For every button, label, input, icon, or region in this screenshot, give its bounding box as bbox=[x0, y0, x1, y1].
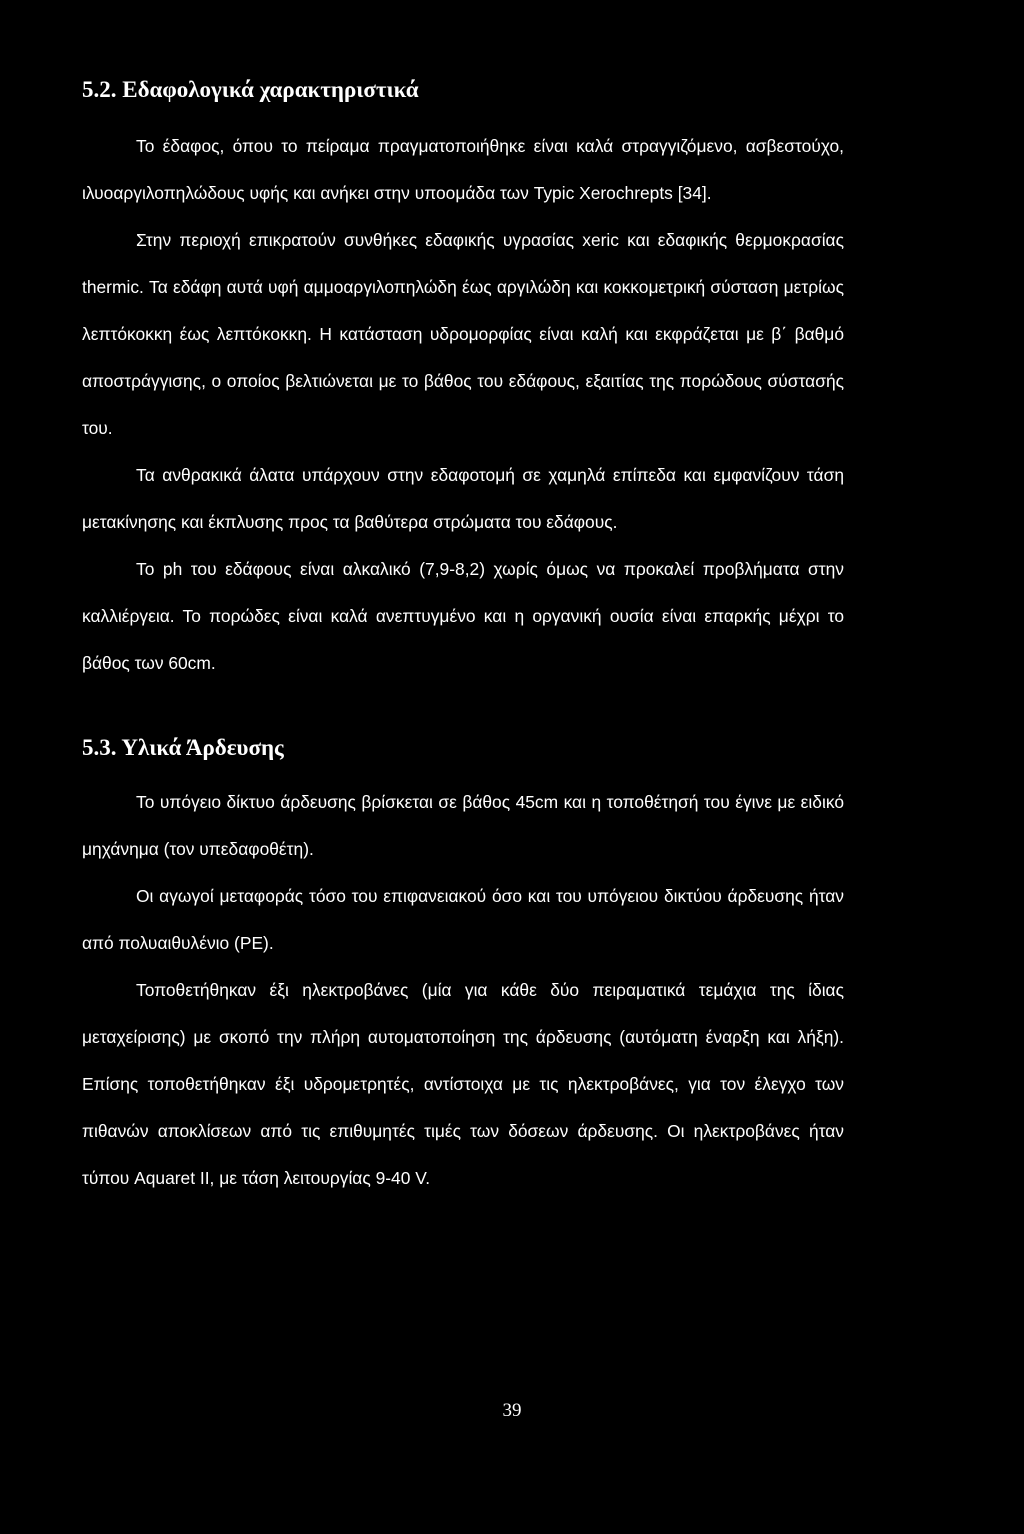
paragraph-soil-type: Το έδαφος, όπου το πείραμα πραγματοποιήθηκε είναι καλά στραγγιζόμενο, ασβεστούχο, ιλυοαργιλοπηλώδους υφής και ανήκει στην υποομάδα των Typic Xerochrepts [34]. bbox=[82, 136, 844, 203]
paragraph-pipes-material: Οι αγωγοί μεταφοράς τόσο του επιφανειακού όσο και του υπόγειου δικτύου άρδευσης ήταν από πολυαιθυλένιο (PE). bbox=[82, 886, 844, 953]
paragraph-soil-ph: Το ph του εδάφους είναι αλκαλικό (7,9-8,2) χωρίς όμως να προκαλεί προβλήματα στην καλλιέργεια. Το πορώδες είναι καλά ανεπτυγμένο και η οργανική ουσία είναι επαρκής μέχρι το βάθος των 60cm. bbox=[82, 559, 844, 673]
paragraph-underground-network: Το υπόγειο δίκτυο άρδευσης βρίσκεται σε βάθος 45cm και η τοποθέτησή του έγινε με ειδικό μηχάνημα (τον υπεδαφοθέτη). bbox=[82, 792, 844, 859]
document-page bbox=[82, 72, 844, 1202]
paragraph-soil-conditions: Στην περιοχή επικρατούν συνθήκες εδαφικής υγρασίας xeric και εδαφικής θερμοκρασίας thermic. Τα εδάφη αυτά υφή αμμοαργιλοπηλώδη έως αργιλώδη και κοκκομετρική σύσταση μετρίως λεπτόκοκκη έως λεπτόκοκκη. Η κατάσταση υδρομορφίας είναι καλή και εκφράζεται με β΄ βαθμό αποστράγγισης, ο οποίος βελτιώνεται με το βάθος του εδάφους, εξαιτίας της πορώδους σύστασής του. bbox=[82, 230, 844, 438]
paragraph-solenoid-valves: Τοποθετήθηκαν έξι ηλεκτροβάνες (μία για κάθε δύο πειραματικά τεμάχια της ίδιας μεταχείρισης) με σκοπό την πλήρη αυτοματοποίηση της άρδευσης (αυτόματη έναρξη και λήξη). Επίσης τοποθετήθηκαν έξι υδρομετρητές, αντίστοιχα με τις ηλεκτροβάνες, για τον έλεγχο των πιθανών αποκλίσεων από τις επιθυμητές τιμές των δόσεων άρδευσης. Οι ηλεκτροβάνες ήταν τύπου Aquaret II, με τάση λειτουργίας 9-40 V. bbox=[82, 980, 844, 1188]
section-heading-5-3: 5.3. Υλικά Άρδευσης bbox=[82, 735, 284, 760]
paragraph-carbonate-salts: Τα ανθρακικά άλατα υπάρχουν στην εδαφοτομή σε χαμηλά επίπεδα και εμφανίζουν τάση μετακίνησης και έκπλυσης προς τα βαθύτερα στρώματα του εδάφους. bbox=[82, 465, 844, 532]
section-heading-5-2: 5.2. Εδαφολογικά χαρακτηριστικά bbox=[82, 77, 419, 102]
page-number: 39 bbox=[502, 1400, 522, 1421]
